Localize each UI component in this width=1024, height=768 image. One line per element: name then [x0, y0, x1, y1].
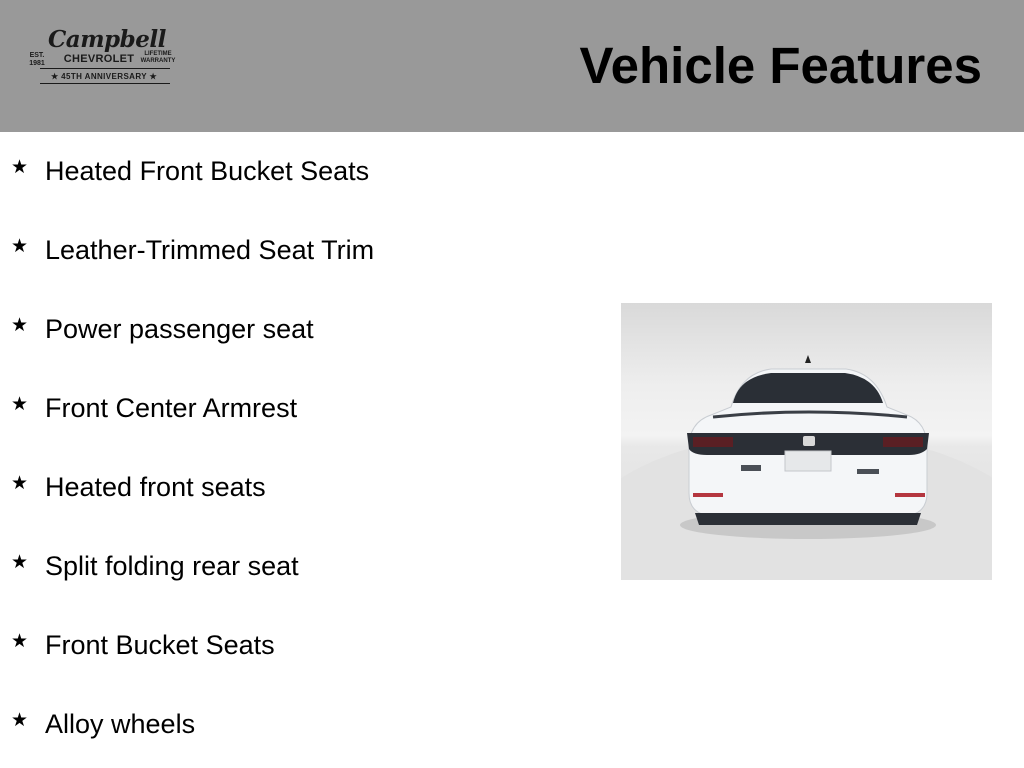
page-title: Vehicle Features	[579, 37, 982, 94]
badge-right	[857, 469, 879, 474]
rear-window	[733, 373, 883, 403]
logo-rule	[40, 68, 170, 69]
list-item	[0, 606, 600, 685]
dealer-logo[interactable]	[26, 26, 176, 88]
logo-warranty: LIFETIME WARRANTY	[140, 51, 176, 64]
logo-brand: CHEVROLET	[63, 53, 135, 65]
feature-label: Heated front seats	[45, 472, 266, 502]
star-icon: ★	[11, 235, 29, 257]
list-item	[0, 448, 600, 527]
car-rear-illustration	[621, 303, 992, 580]
star-icon: ★	[11, 314, 29, 336]
badge-left	[741, 465, 761, 471]
star-icon: ★	[11, 156, 29, 178]
header-banner	[0, 0, 1024, 132]
rear-bumper	[695, 513, 921, 525]
feature-label: Heated Front Bucket Seats	[45, 156, 370, 186]
feature-label: Front Center Armrest	[45, 393, 298, 423]
list-item	[0, 132, 600, 211]
right-taillight	[883, 437, 923, 447]
left-reflector	[693, 493, 723, 497]
list-item	[0, 527, 600, 606]
right-reflector	[895, 493, 925, 497]
vehicle-photo	[621, 303, 992, 580]
feature-list	[0, 132, 600, 764]
license-plate	[785, 451, 831, 471]
list-item	[0, 290, 600, 369]
list-item	[0, 211, 600, 290]
logo-est: EST. 1981	[29, 52, 45, 67]
feature-label: Front Bucket Seats	[45, 630, 275, 660]
feature-label: Split folding rear seat	[45, 551, 299, 581]
antenna	[805, 355, 811, 363]
list-item	[0, 685, 600, 764]
logo-anniversary: ★ 45TH ANNIVERSARY ★	[50, 72, 158, 81]
feature-label: Power passenger seat	[45, 314, 314, 344]
star-icon: ★	[11, 551, 29, 573]
emblem	[803, 436, 815, 446]
star-icon: ★	[11, 472, 29, 494]
logo-script: Campbell	[48, 26, 166, 53]
star-icon: ★	[11, 393, 29, 415]
logo-rule	[40, 83, 170, 84]
feature-label: Alloy wheels	[45, 709, 196, 739]
feature-label: Leather-Trimmed Seat Trim	[45, 235, 375, 265]
star-icon: ★	[11, 630, 29, 652]
star-icon: ★	[11, 709, 29, 731]
list-item	[0, 369, 600, 448]
left-taillight	[693, 437, 733, 447]
